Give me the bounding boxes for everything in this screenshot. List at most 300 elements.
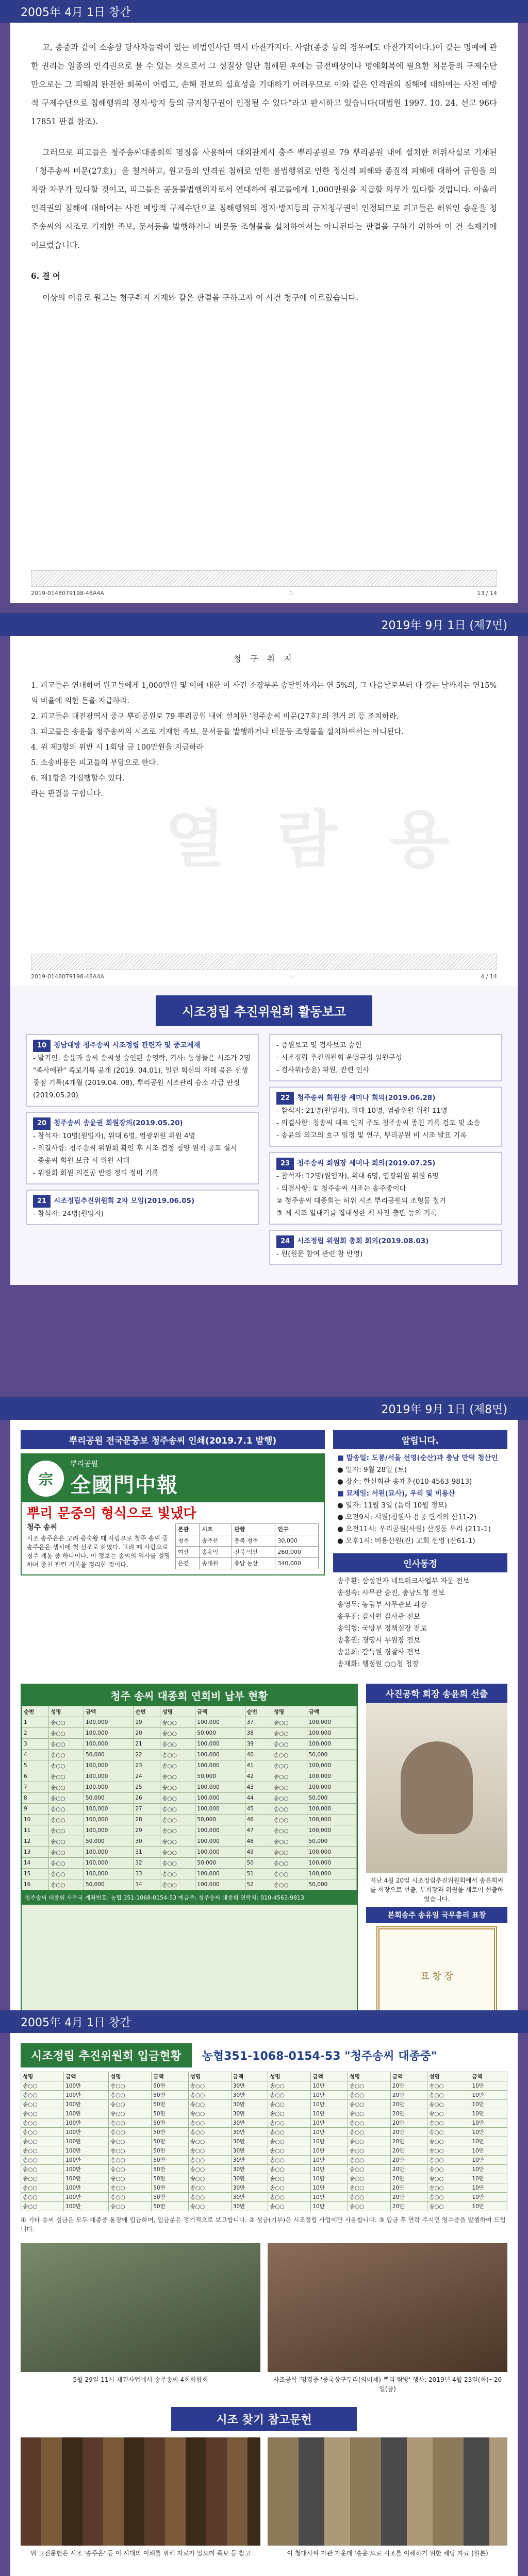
table-cell: 100만	[64, 2156, 109, 2165]
table-cell: 100,000	[307, 1760, 356, 1771]
table-cell: 성명	[49, 1706, 84, 1717]
notice-item: ● 오전11시: 우리공원(사원) 산경동 우리 (211-1)	[337, 1525, 491, 1533]
table-cell: 송○○	[160, 1879, 195, 1890]
report-body: - 참석자: 12명(원임자), 위대 6명, 염광위원 위원 6명 - 의결사항: ① 청주송씨 시조는 송주중이다 ② 청주송씨 대종회는 허위 시조 뿌리공원의 조형물 철거 ③ 제 시조 일대기를 집대성한 책 사진 출판 등의 기록	[276, 1172, 447, 1217]
table-cell: 100만	[64, 2165, 109, 2174]
committee-report	[10, 986, 518, 1285]
table-cell: 50,000	[307, 1879, 356, 1890]
table-cell: 은진	[176, 1558, 200, 1569]
report-heading: 청남대방 청주송씨 시조정립 관련자 및 중고제재	[54, 1041, 201, 1049]
fund-page	[10, 2033, 518, 2576]
report-number: 10	[33, 1040, 51, 1052]
table-cell: 송○○	[160, 1869, 195, 1879]
table-cell: 송○○	[160, 1815, 195, 1825]
table-cell: 10만	[470, 2091, 507, 2100]
report-body: - 증원보고 및 검사보고 승인 - 시조정립 추진위원회 운영규정 임원구성 - 검사위(송윤) 위원, 관련 인사	[276, 1041, 402, 1074]
table-cell: 송○○	[272, 1760, 307, 1771]
table-cell: 송○○	[188, 2128, 231, 2137]
personnel-item: 송정숙: 사무관 승진, 충남도청 전보	[337, 1589, 445, 1597]
table-cell: 순번	[245, 1706, 272, 1717]
table-cell: 50만	[152, 2202, 188, 2211]
notice-list	[333, 1449, 507, 1550]
notice-item: ● 일자: 9월 28일 (토)	[337, 1466, 407, 1474]
table-cell: 30만	[231, 2109, 268, 2119]
table-cell: 송○○	[348, 2109, 390, 2119]
table-cell: 10만	[311, 2137, 348, 2146]
table-cell: 100만	[64, 2081, 109, 2091]
table-cell: 100,000	[195, 1836, 245, 1847]
table-cell: 송○○	[348, 2183, 390, 2193]
newsletter-page-8	[10, 1420, 518, 2010]
table-cell: 성명	[427, 2072, 470, 2081]
table-cell: 송○○	[160, 1836, 195, 1847]
section-4	[0, 2010, 528, 2576]
table-cell: 9	[22, 1804, 49, 1815]
table-cell: 송○○	[49, 1815, 84, 1825]
table-cell: 금액	[390, 2072, 427, 2081]
table-cell: 송○○	[21, 2165, 64, 2174]
fund-account: 농협351-1068-0154-53 "청주송씨 대종중"	[202, 2050, 437, 2063]
table-cell: 50만	[152, 2165, 188, 2174]
personnel-item: 송우진: 감사원 감사관 전보	[337, 1613, 420, 1621]
refs-title: 시조 찾기 참고문헌	[171, 2407, 357, 2431]
table-cell: 10만	[311, 2165, 348, 2174]
table-cell: 10만	[311, 2202, 348, 2211]
personnel-item: 송윤희: 감독원 경찰사 전보	[337, 1648, 420, 1656]
table-cell: 100,000	[84, 1825, 133, 1836]
table-cell: 송○○	[21, 2091, 64, 2100]
table-cell: 39	[245, 1739, 272, 1750]
table-cell: 송○○	[109, 2165, 152, 2174]
table-cell: 송○○	[49, 1782, 84, 1793]
table-cell: 금액	[231, 2072, 268, 2081]
table-cell: 송○○	[160, 1858, 195, 1869]
table-cell: 100만	[64, 2091, 109, 2100]
table-cell: 41	[245, 1760, 272, 1771]
table-cell: 40	[245, 1750, 272, 1760]
court-mark: ▢	[288, 590, 293, 596]
claims-title: 청 구 취 지	[233, 654, 295, 664]
table-cell: 송○○	[160, 1760, 195, 1771]
table-row	[22, 1825, 357, 1836]
table-cell: 30만	[231, 2146, 268, 2156]
table-cell: 송○○	[21, 2156, 64, 2165]
table-cell: 송○○	[109, 2193, 152, 2202]
table-cell: 20만	[390, 2109, 427, 2119]
table-cell: 16	[22, 1879, 49, 1890]
date-bar-text: 2005年 4月 1日 창간	[21, 6, 131, 19]
table-row	[21, 2091, 507, 2100]
newspaper-label: 뿌리공원 전국문중보 청주송씨 인쇄(2019.7.1 발행)	[21, 1430, 325, 1449]
portrait-label: 사진공학 회장 송윤희 선출	[366, 1684, 507, 1703]
table-cell: 송○○	[109, 2100, 152, 2109]
notice-title: 알립니다.	[333, 1430, 507, 1449]
table-cell: 100,000	[84, 1804, 133, 1815]
table-cell: 100,000	[307, 1858, 356, 1869]
table-cell: 10만	[311, 2174, 348, 2183]
table-cell: 금액	[195, 1706, 245, 1717]
table-cell: 송○○	[109, 2183, 152, 2193]
section-2	[0, 613, 528, 1285]
report-body: - 참석자: 24명(원임자)	[33, 1210, 104, 1218]
table-cell: 3	[22, 1739, 49, 1750]
table-cell: 30만	[231, 2137, 268, 2146]
committee-left-column	[26, 1034, 259, 1270]
newspaper-text: 시조 송주은은 고려 충숙왕 때 사람으로 청주 송씨 중 송주은은 생시에 첫 선조로 하였다. 고려 때 사람으로 청주 계통 중 하나이다. 이 정보는 송씨의 역사를 설명하며 종친 관련 기록을 정리한 것이다.	[27, 1535, 170, 1568]
personnel-item: 송재화: 행정원 ○○청 청장	[337, 1660, 419, 1668]
table-row	[21, 2146, 507, 2156]
report-number: 22	[276, 1092, 294, 1105]
table-cell: 100,000	[195, 1760, 245, 1771]
table-cell: 31	[134, 1847, 160, 1858]
paragraph-2: 그러므로 피고들은 청주송씨대종회의 명칭을 사용하여 대외관계시 충주 뿌리공원로 79 뿌리공원 내에 설치한 허위사실로 기재된 「청주송씨 비문(27호)」을 철거하고, 원고들의 인격권 침해로 인한 불법행위로 인한 정신적 피해와 종질적 피해에 대하여 금원을 의 자랑 차무가 있다할 것이고, 피고들은 공동불법행위자로서 연대하여 원고들에게 1,000만원을 지급할 의무가 있다할 것입니다. 아울러 인격권의 침해에 대하여는 사전 예방적 구제수단으로 침해행위의 정지·방지등의 금지청구권이 인정되므로 피고들은 허위인 송윤을 청주송씨의 시조로 기재한 족보, 문서등을 발행하거나 비문등 조형물을 설치하여서는 아니된다는 판결을 구하기 위하여 이 건 소제기에 이르렀습니다.	[31, 148, 497, 250]
table-cell: 송○○	[188, 2165, 231, 2174]
table-cell: 송○○	[272, 1879, 307, 1890]
committee-title: 시조정립 추진위원회 활동보고	[156, 995, 372, 1026]
claim-item: 라는 판결을 구합니다.	[31, 790, 103, 798]
table-cell: 50만	[152, 2156, 188, 2165]
table-cell: 송○○	[268, 2202, 311, 2211]
table-cell: 50,000	[195, 1815, 245, 1825]
table-cell: 20만	[390, 2137, 427, 2146]
newspaper-subtitle: 뿌리공원	[70, 1460, 98, 1468]
table-cell: 송○○	[268, 2128, 311, 2137]
table-cell: 100,000	[307, 1847, 356, 1858]
table-cell: 11	[22, 1825, 49, 1836]
table-cell: 전북 익산	[232, 1547, 275, 1558]
conclusion-heading: 6. 결 어	[31, 271, 60, 281]
table-cell: 송○○	[160, 1847, 195, 1858]
table-cell: 송○○	[188, 2081, 231, 2091]
table-cell: 송○○	[188, 2156, 231, 2165]
table-cell: 100,000	[195, 1869, 245, 1879]
personnel-item: 송주환: 삼성전자 네트워크사업부 자문 전보	[337, 1577, 470, 1585]
table-cell: 송주은	[200, 1535, 232, 1547]
table-cell: 100만	[64, 2202, 109, 2211]
table-cell: 10만	[311, 2183, 348, 2193]
table-cell: 10만	[470, 2146, 507, 2156]
report-block	[269, 1152, 502, 1225]
table-cell: 28	[134, 1815, 160, 1825]
table-cell: 20만	[390, 2100, 427, 2109]
table-cell: 10만	[470, 2128, 507, 2137]
table-cell: 5	[22, 1760, 49, 1771]
table-cell: 송○○	[272, 1815, 307, 1825]
table-row	[21, 2128, 507, 2137]
table-cell: 100,000	[84, 1771, 133, 1782]
table-cell: 송○○	[272, 1771, 307, 1782]
table-cell: 금액	[311, 2072, 348, 2081]
table-cell: 13	[22, 1847, 49, 1858]
table-cell: 100,000	[84, 1869, 133, 1879]
table-cell: 송○○	[160, 1825, 195, 1836]
cert-label: 본회송주 송유일 국무총리 표창	[366, 1907, 507, 1923]
table-row	[22, 1728, 357, 1739]
table-cell: 100만	[64, 2146, 109, 2156]
table-cell: 10만	[470, 2202, 507, 2211]
table-cell: 송○○	[109, 2202, 152, 2211]
table-cell: 송○○	[109, 2137, 152, 2146]
notice-item: ● 오전9시: 서원(청원사 용공 단계의 산11-2)	[337, 1513, 477, 1521]
table-cell: 10만	[311, 2128, 348, 2137]
table-cell: 송○○	[348, 2119, 390, 2128]
table-cell: 100,000	[307, 1728, 356, 1739]
table-cell: 52	[245, 1879, 272, 1890]
page-number: 13 / 14	[477, 590, 497, 597]
table-cell: 30만	[231, 2165, 268, 2174]
table-row	[21, 2165, 507, 2174]
table-cell: 30,000	[275, 1535, 319, 1547]
table-cell: 20만	[390, 2081, 427, 2091]
table-cell: 송○○	[268, 2137, 311, 2146]
table-cell: 8	[22, 1793, 49, 1804]
table-cell: 송○○	[272, 1847, 307, 1858]
notice-item: ■ 묘제일: 서원(묘사), 우리 및 비용산	[337, 1489, 455, 1498]
date-bar	[0, 1397, 528, 1420]
table-cell: 송○○	[188, 2183, 231, 2193]
table-cell: 30만	[231, 2100, 268, 2109]
table-cell: 24	[134, 1771, 160, 1782]
table-cell: 1	[22, 1717, 49, 1728]
report-block	[269, 1087, 502, 1147]
table-cell: 30만	[231, 2081, 268, 2091]
table-cell: 성명	[348, 2072, 390, 2081]
personnel-list	[333, 1572, 507, 1673]
table-cell: 20만	[390, 2165, 427, 2174]
table-cell: 성명	[272, 1706, 307, 1717]
table-cell: 송대원	[200, 1558, 232, 1569]
table-cell: 29	[134, 1825, 160, 1836]
table-cell: 100,000	[84, 1728, 133, 1739]
table-cell: 송○○	[21, 2137, 64, 2146]
report-heading: 청주송씨 회원장 세미나 회의(2019.07.25)	[297, 1159, 436, 1167]
table-cell: 4	[22, 1750, 49, 1760]
table-cell: 송○○	[268, 2109, 311, 2119]
report-heading: 시조정립추진위원회 2차 모임(2019.06.05)	[54, 1197, 195, 1205]
table-cell: 송○○	[188, 2146, 231, 2156]
report-heading: 청주송씨 송윤권 회원장의(2019.05.20)	[54, 1119, 183, 1127]
table-cell: 송○○	[427, 2100, 470, 2109]
table-cell: 50	[245, 1858, 272, 1869]
table-cell: 10만	[470, 2156, 507, 2165]
table-cell: 청주	[176, 1535, 200, 1547]
table-cell: 송○○	[272, 1782, 307, 1793]
table-cell: 송○○	[348, 2128, 390, 2137]
table-cell: 송○○	[268, 2156, 311, 2165]
table-cell: 23	[134, 1760, 160, 1771]
table-cell: 30만	[231, 2174, 268, 2183]
table-cell: 32	[134, 1858, 160, 1869]
table-cell: 송○○	[21, 2174, 64, 2183]
dues-footer: 청주송씨 대종회 사무국 계좌번호: 농협 351-1068-0154-53 예금주: 청주송씨 대종회 연락처: 010-4563-9813	[22, 1890, 357, 1905]
table-row	[176, 1558, 319, 1569]
table-cell: 50만	[152, 2193, 188, 2202]
table-row	[22, 1782, 357, 1793]
table-cell: 송○○	[272, 1793, 307, 1804]
table-cell: 송○○	[427, 2091, 470, 2100]
table-cell: 송○○	[268, 2183, 311, 2193]
date-bar	[0, 0, 528, 23]
table-cell: 100,000	[195, 1825, 245, 1836]
table-cell: 송○○	[49, 1804, 84, 1815]
table-row	[22, 1717, 357, 1728]
report-heading: 청주송씨 회원장 세미나 회의(2019.06.28)	[297, 1094, 436, 1102]
table-cell: 송○○	[160, 1728, 195, 1739]
section-3	[0, 1397, 528, 2010]
table-cell: 송○○	[268, 2081, 311, 2091]
table-cell: 송○○	[21, 2202, 64, 2211]
table-cell: 송○○	[49, 1847, 84, 1858]
table-cell: 20만	[390, 2091, 427, 2100]
table-cell: 송○○	[21, 2183, 64, 2193]
table-cell: 금액	[307, 1706, 356, 1717]
report-number: 23	[276, 1158, 294, 1170]
table-cell: 송○○	[272, 1858, 307, 1869]
chairman-portrait	[366, 1703, 507, 1873]
table-cell: 50,000	[84, 1750, 133, 1760]
table-cell: 100,000	[307, 1869, 356, 1879]
table-cell: 30만	[231, 2193, 268, 2202]
date-bar	[0, 2010, 528, 2033]
report-body: - 발기인: 송윤과 송씨 송씨성 승인된 송영락, 기사: 동성들은 시조가 2명 "족사에관" 족보기록 공개 (2019. 04.01), 일련 회신의 자해 음은 선생 중점 기록(4개월 (2019.04. 08), 뿌리공원 시조관리 승소 각급 판정(2019.05.20)	[33, 1054, 251, 1099]
table-cell: 송○○	[427, 2146, 470, 2156]
table-cell: 46	[245, 1815, 272, 1825]
page-number: 4 / 14	[481, 973, 497, 980]
table-cell: 10만	[311, 2100, 348, 2109]
table-cell: 22	[134, 1750, 160, 1760]
table-cell: 송○○	[348, 2137, 390, 2146]
date-bar-text: 2019年 9月 1日 (제8면)	[381, 1403, 507, 1416]
table-cell: 100,000	[84, 1815, 133, 1825]
table-row	[21, 2100, 507, 2109]
date-bar-text: 2005年 4月 1日 창간	[21, 2016, 131, 2029]
table-row	[22, 1771, 357, 1782]
table-cell: 100,000	[307, 1825, 356, 1836]
table-cell: 송○○	[49, 1793, 84, 1804]
table-cell: 송○○	[49, 1717, 84, 1728]
table-cell: 20만	[390, 2156, 427, 2165]
claim-item: 6. 제1항은 가집행할수 있다.	[31, 774, 125, 783]
table-cell: 44	[245, 1793, 272, 1804]
table-cell: 100만	[64, 2128, 109, 2137]
table-cell: 30만	[231, 2128, 268, 2137]
table-cell: 45	[245, 1804, 272, 1815]
table-cell: 송○○	[49, 1869, 84, 1879]
table-cell: 송○○	[427, 2119, 470, 2128]
table-cell: 50만	[152, 2183, 188, 2193]
claim-item: 3. 피고들은 송윤을 청주송씨의 시조로 기재한 족보, 문서등을 발행하거나 비문등 조형물을 설치하여서는 아니된다.	[31, 728, 404, 736]
table-cell: 송○○	[427, 2165, 470, 2174]
table-cell: 50만	[152, 2081, 188, 2091]
table-cell: 송○○	[272, 1750, 307, 1760]
table-header-row	[21, 2072, 507, 2081]
report-block	[26, 1112, 259, 1184]
table-row	[21, 2137, 507, 2146]
committee-right-column	[269, 1034, 502, 1270]
table-cell: 15	[22, 1869, 49, 1879]
ref-caption: 위 고전문헌은 시조 '송주은' 등 이 시대의 이해를 위해 자료가 있으며 족보 등 참고	[30, 2550, 251, 2557]
table-cell: 송○○	[109, 2119, 152, 2128]
table-row	[22, 1815, 357, 1825]
table-cell: 금액	[64, 2072, 109, 2081]
table-cell: 송○○	[49, 1825, 84, 1836]
report-number: 21	[33, 1195, 51, 1208]
report-body: - 원(원문 참여 관련 참 반영)	[276, 1250, 363, 1258]
table-cell: 48	[245, 1836, 272, 1847]
newspaper-logo: 宗	[28, 1461, 64, 1497]
table-cell: 2	[22, 1728, 49, 1739]
table-row	[22, 1879, 357, 1890]
report-block	[26, 1034, 259, 1107]
table-cell: 100,000	[84, 1739, 133, 1750]
table-cell: 송○○	[272, 1804, 307, 1815]
notice-item: ■ 발송일: 도봉/서울 선영(순산)과 충남 만덕 청산인	[337, 1454, 498, 1462]
newspaper-name: 全國門中報	[70, 1473, 178, 1497]
table-cell: 100,000	[84, 1782, 133, 1793]
table-cell: 50,000	[84, 1793, 133, 1804]
dues-title: 청주 송씨 대종회 연회비 납부 현황	[22, 1685, 357, 1706]
table-cell: 순번	[22, 1706, 49, 1717]
table-cell: 50,000	[307, 1793, 356, 1804]
table-cell: 100,000	[307, 1717, 356, 1728]
table-cell: 송○○	[49, 1836, 84, 1847]
table-row	[21, 2202, 507, 2211]
newspaper-section: 청주 송씨	[27, 1523, 57, 1532]
fund-title: 시조정립 추진위원회 입금현황	[21, 2043, 192, 2067]
table-cell: 20	[134, 1728, 160, 1739]
table-row	[21, 2183, 507, 2193]
table-cell: 20만	[390, 2193, 427, 2202]
report-number: 24	[276, 1235, 294, 1248]
table-cell: 송○○	[427, 2081, 470, 2091]
table-cell: 100,000	[84, 1760, 133, 1771]
dues-table	[22, 1706, 357, 1890]
table-cell: 10만	[470, 2081, 507, 2091]
table-header: 시조	[200, 1524, 232, 1535]
dues-board	[21, 1684, 358, 2010]
table-cell: 47	[245, 1825, 272, 1836]
date-bar-text: 2019年 9月 1日 (제7면)	[381, 619, 507, 632]
report-body: - 참석자: 10명(원임자), 위대 6명, 염광위원 위원 4명 - 의결사항: 청주송씨 위원회 확인 후 시조 검정 청양 원칙 공포 실시 - 종송씨 회원 보급 시 위원 시대 - 위원회 회원 의견공 반영 정리 정비 기록	[33, 1132, 237, 1177]
table-cell: 100,000	[195, 1717, 245, 1728]
table-cell: 송○○	[21, 2119, 64, 2128]
table-cell: 10만	[470, 2109, 507, 2119]
table-header: 관향	[232, 1524, 275, 1535]
ref-caption: 이 청대사씨 가관 가운데 '송윤'으로 시조를 이해하기 위한 해당 자료 (원본)	[287, 2550, 488, 2557]
table-row	[22, 1847, 357, 1858]
table-cell: 송○○	[427, 2193, 470, 2202]
table-cell: 성명	[21, 2072, 64, 2081]
table-cell: 21	[134, 1739, 160, 1750]
table-cell: 50,000	[195, 1728, 245, 1739]
table-cell: 송○○	[109, 2109, 152, 2119]
table-cell: 50,000	[84, 1879, 133, 1890]
table-cell: 성명	[268, 2072, 311, 2081]
table-cell: 10만	[311, 2119, 348, 2128]
photo-caption: 사조공학 '명경중 '중국상구두리(의미제) 뿌리 탐방' 행사: 2019년 4월 23일(화)~26일(금)	[273, 2376, 502, 2393]
claim-item: 4. 위 제3항의 위반 시 1회당 금 100만원을 지급하라	[31, 743, 204, 752]
table-cell: 100,000	[195, 1739, 245, 1750]
table-cell: 100,000	[307, 1815, 356, 1825]
table-cell: 38	[245, 1728, 272, 1739]
table-cell: 송○○	[160, 1793, 195, 1804]
donor-table	[21, 2072, 507, 2211]
table-cell: 송○○	[272, 1717, 307, 1728]
table-cell: 100만	[64, 2193, 109, 2202]
table-cell: 송○○	[49, 1760, 84, 1771]
table-cell: 송○○	[21, 2128, 64, 2137]
table-row	[21, 2156, 507, 2165]
